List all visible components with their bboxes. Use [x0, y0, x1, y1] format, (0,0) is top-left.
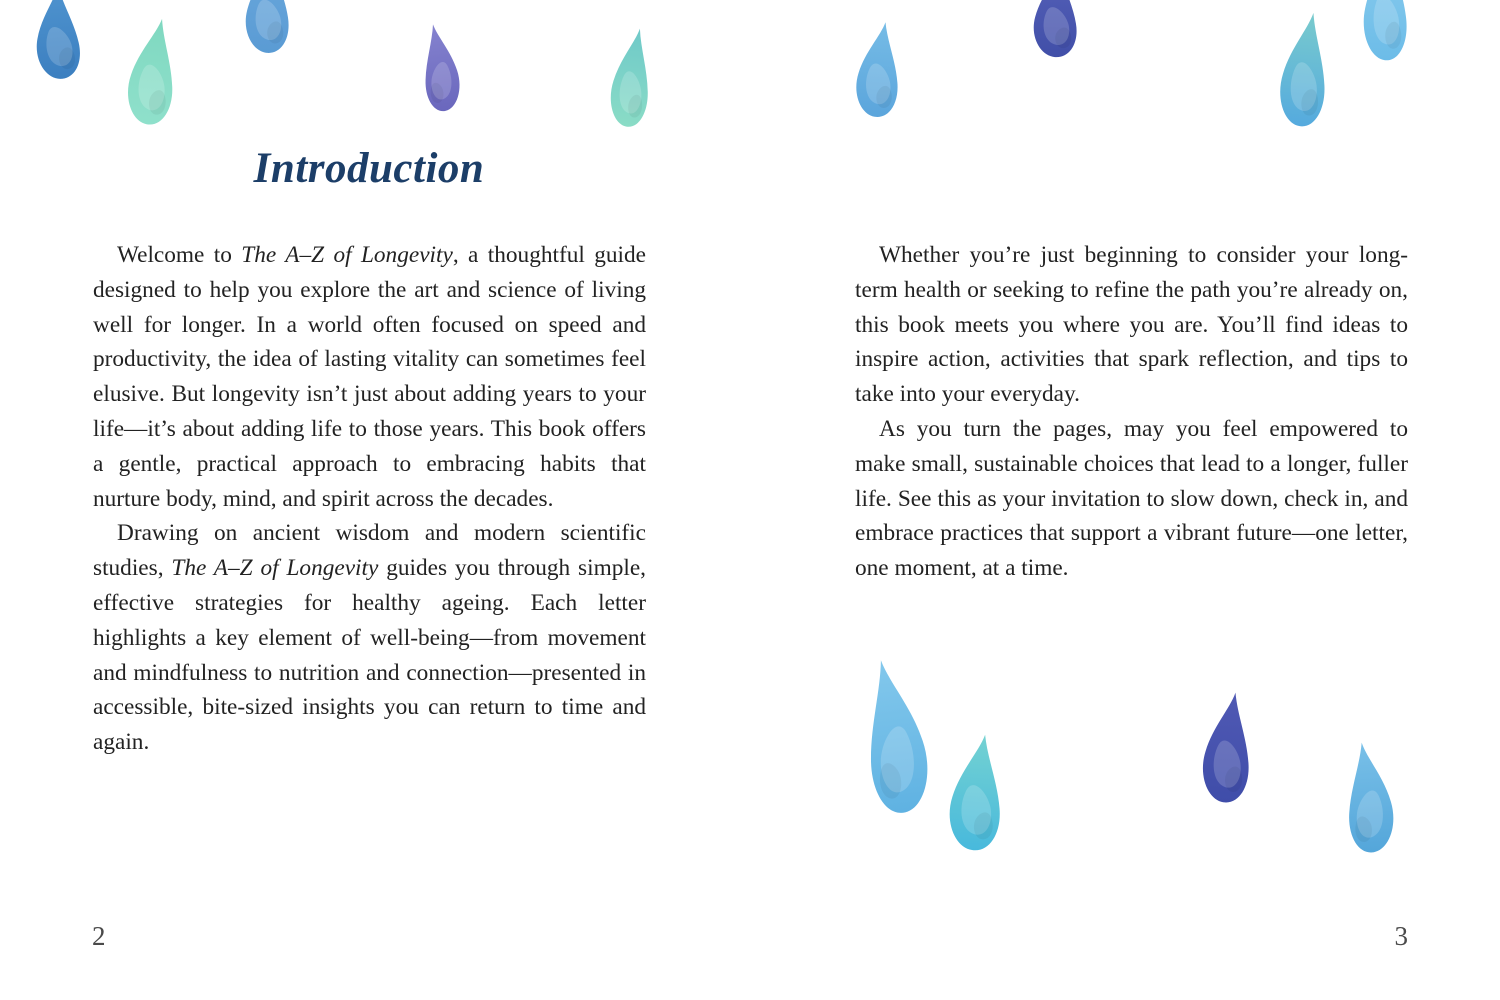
page-number-right: 3 [1394, 921, 1408, 951]
paragraph: As you turn the pages, may you feel empowered to make small, sustainable choices that lead to a longer, fuller life. See this as your invitation to slow down, check in, and embrace practices that support a vibrant future—one letter, one moment, at a time. [855, 415, 1408, 582]
raindrop-icon [601, 24, 662, 133]
raindrop-icon [1192, 688, 1262, 808]
paragraph: Drawing on ancient wisdom and modern scientific studies, The A–Z of Longevity guides you through simple, effective strategies for healthy ageing. Each letter highlights a key element of well-being—from movement and mindfulness to nutrition and connection—presented in accessible, bite-sized insights you can return to time and again. [93, 520, 646, 756]
chapter-title: Introduction [253, 145, 485, 192]
raindrop-icon [1336, 738, 1404, 858]
raindrop-icon [25, 0, 90, 84]
raindrop-icon [848, 652, 943, 822]
page-number-left: 2 [92, 921, 106, 951]
raindrop-icon [413, 20, 468, 116]
raindrop-icon [938, 730, 1014, 856]
paragraph: Whether you’re just beginning to consider your long-term health or seeking to refine the path you’re already on, this book meets you where you are. You’ll find ideas to inspire action, activities that spark reflection, and tips to take into your everyday. [855, 242, 1408, 408]
raindrop-icon [1356, 0, 1414, 64]
raindrop-icon [847, 18, 910, 122]
paragraph: Welcome to The A–Z of Longevity, a thoughtful guide designed to help you explore the art and science of living well for longer. In a world often focused on speed and productivity, the idea of lasting vitality can sometimes feel elusive. But longevity isn’t just about adding years to your life—it’s about adding life to those years. This book offers a gentle, practical approach to embracing habits that nurture body, mind, and spirit across the decades. [93, 242, 646, 512]
right-page-body-text [855, 238, 1408, 586]
raindrop-icon [238, 0, 296, 56]
raindrop-icon [1026, 0, 1084, 60]
raindrop-icon [116, 13, 187, 131]
raindrop-icon [1269, 8, 1339, 133]
left-page-body-text [93, 238, 646, 760]
